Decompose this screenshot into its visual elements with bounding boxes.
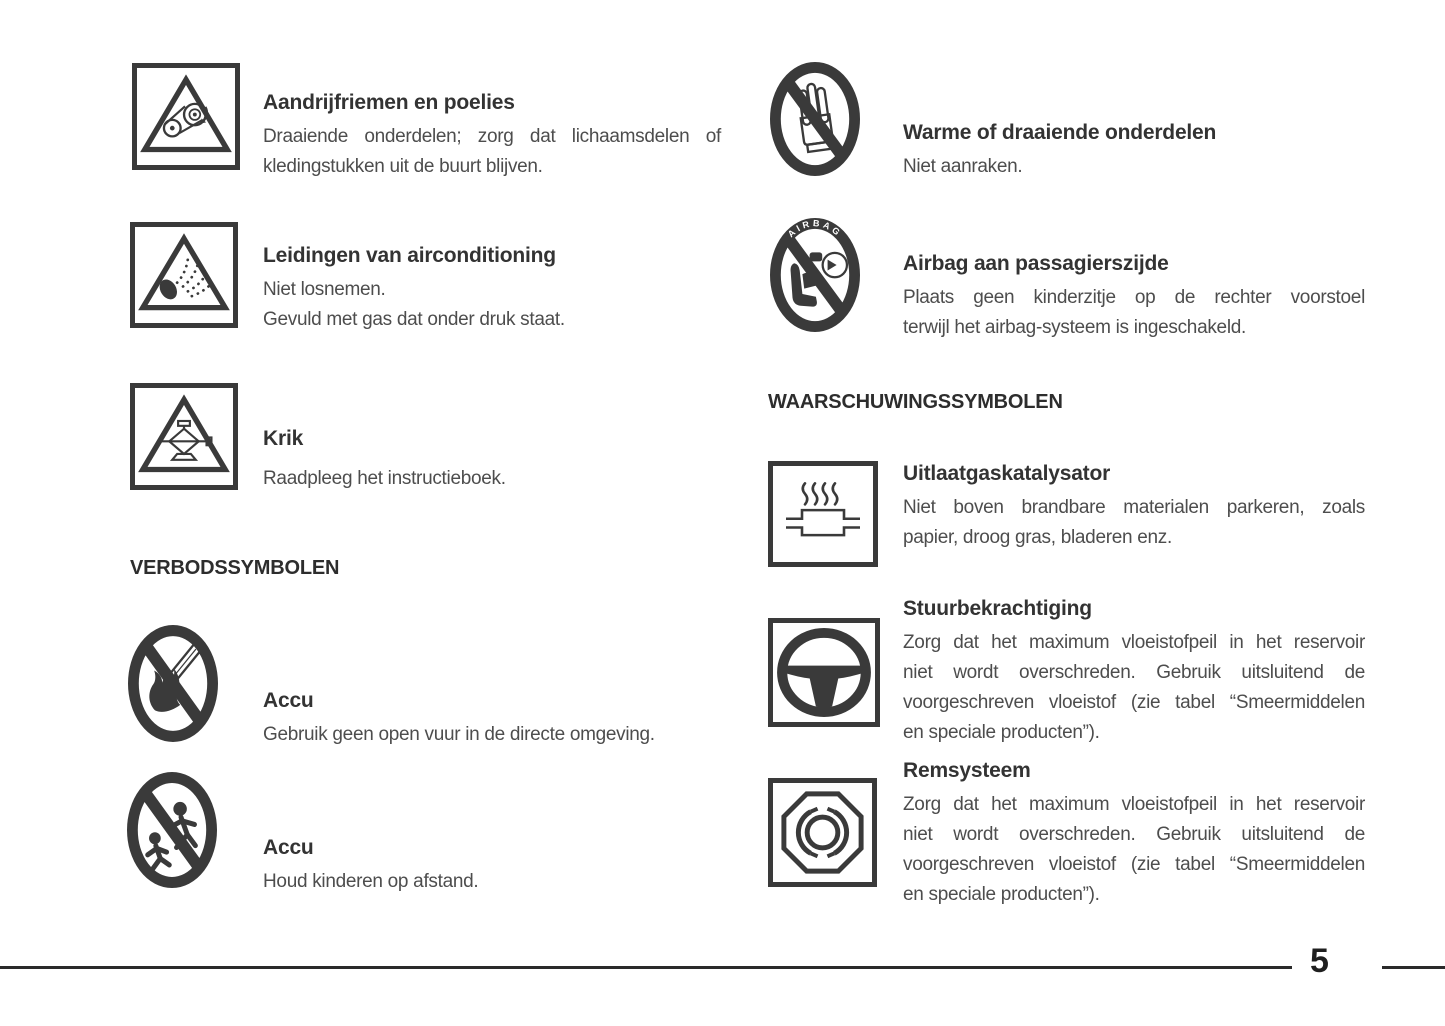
text-line: en speciale producten”). <box>903 884 1100 905</box>
symbol-title: Stuurbekrachtiging <box>903 597 1092 620</box>
symbol-title: Leidingen van airconditioning <box>263 244 556 267</box>
text-line: niet wordt overschreden. Gebruik uitsluitend de <box>903 662 1365 683</box>
jack-warning-icon <box>130 383 238 490</box>
text-line: Niet boven brandbare materialen parkeren, zoals <box>903 497 1365 518</box>
symbol-description <box>903 152 1365 182</box>
text-line: Gevuld met gas dat onder druk staat. <box>263 309 565 330</box>
text-line: papier, droog gras, bladeren enz. <box>903 527 1172 548</box>
text-line: en speciale producten”). <box>903 722 1100 743</box>
symbol-description <box>263 275 721 335</box>
symbol-description <box>903 628 1365 748</box>
symbol-title: Uitlaatgaskatalysator <box>903 462 1111 485</box>
symbol-block-accu-children <box>263 835 721 897</box>
symbol-title: Airbag aan passagierszijde <box>903 252 1169 275</box>
text-line: voorgeschreven vloeistof (zie tabel “Smeermiddelen <box>903 854 1365 875</box>
text-line: Zorg dat het maximum vloeistofpeil in het reservoir <box>903 632 1365 653</box>
text-line: Raadpleeg het instructieboek. <box>263 468 506 489</box>
power-steering-wheel-icon <box>768 618 880 727</box>
text-line: Plaats geen kinderzitje op de rechter voorstoel <box>903 287 1365 308</box>
symbol-title: Krik <box>263 427 304 450</box>
text-line: Houd kinderen op afstand. <box>263 871 479 892</box>
symbol-block-catalyst <box>903 461 1365 553</box>
text-line: Niet aanraken. <box>903 156 1023 177</box>
page-number: 5 <box>1310 942 1329 980</box>
symbol-title: Remsysteem <box>903 759 1031 782</box>
symbol-description <box>263 867 721 897</box>
symbol-title: Aandrijfriemen en poelies <box>263 91 515 114</box>
symbol-block-belts <box>263 90 721 182</box>
symbol-block-hot-parts <box>903 120 1365 182</box>
symbol-title: Warme of draaiende onderdelen <box>903 121 1217 144</box>
footer-rule-right <box>1382 966 1445 969</box>
symbol-description <box>263 464 721 494</box>
symbol-block-power-steering <box>903 596 1365 748</box>
symbol-title: Accu <box>263 836 314 859</box>
symbol-block-airbag <box>903 251 1365 343</box>
symbol-block-brake <box>903 758 1365 910</box>
section-heading-waarschuwingssymbolen: WAARSCHUWINGSSYMBOLEN <box>768 391 1063 413</box>
symbol-title: Accu <box>263 689 314 712</box>
text-line: niet wordt overschreden. Gebruik uitsluitend de <box>903 824 1365 845</box>
footer-rule-left <box>0 966 1292 969</box>
no-open-flame-icon <box>128 625 218 742</box>
text-line: Draaiende onderdelen; zorg dat lichaamsdelen of <box>263 126 721 147</box>
section-heading-verbodssymbolen: VERBODSSYMBOLEN <box>130 557 340 579</box>
symbol-description <box>903 493 1365 553</box>
symbol-block-ac-lines <box>263 243 721 335</box>
symbol-description <box>903 790 1365 910</box>
no-child-seat-airbag-icon <box>770 218 860 332</box>
symbol-description <box>903 283 1365 343</box>
text-line: voorgeschreven vloeistof (zie tabel “Smeermiddelen <box>903 692 1365 713</box>
text-line: Gebruik geen open vuur in de directe omgeving. <box>263 724 655 745</box>
symbol-description <box>263 720 721 750</box>
belt-and-pulleys-warning-icon <box>132 63 240 170</box>
text-line: Niet losnemen. <box>263 279 386 300</box>
catalytic-converter-icon <box>768 461 878 567</box>
brake-system-icon <box>768 778 877 887</box>
air-conditioning-lines-warning-icon <box>130 222 238 328</box>
text-line: Zorg dat het maximum vloeistofpeil in het reservoir <box>903 794 1365 815</box>
symbol-block-accu-flame <box>263 688 721 750</box>
do-not-touch-hand-icon <box>770 62 860 176</box>
text-line: terwijl het airbag-systeem is ingeschakeld. <box>903 317 1246 338</box>
text-line: kledingstukken uit de buurt blijven. <box>263 156 543 177</box>
symbol-description <box>263 122 721 182</box>
keep-children-away-icon <box>127 772 217 888</box>
symbol-block-jack <box>263 426 721 494</box>
airbag-ring-label: AIRBAG <box>785 218 845 240</box>
